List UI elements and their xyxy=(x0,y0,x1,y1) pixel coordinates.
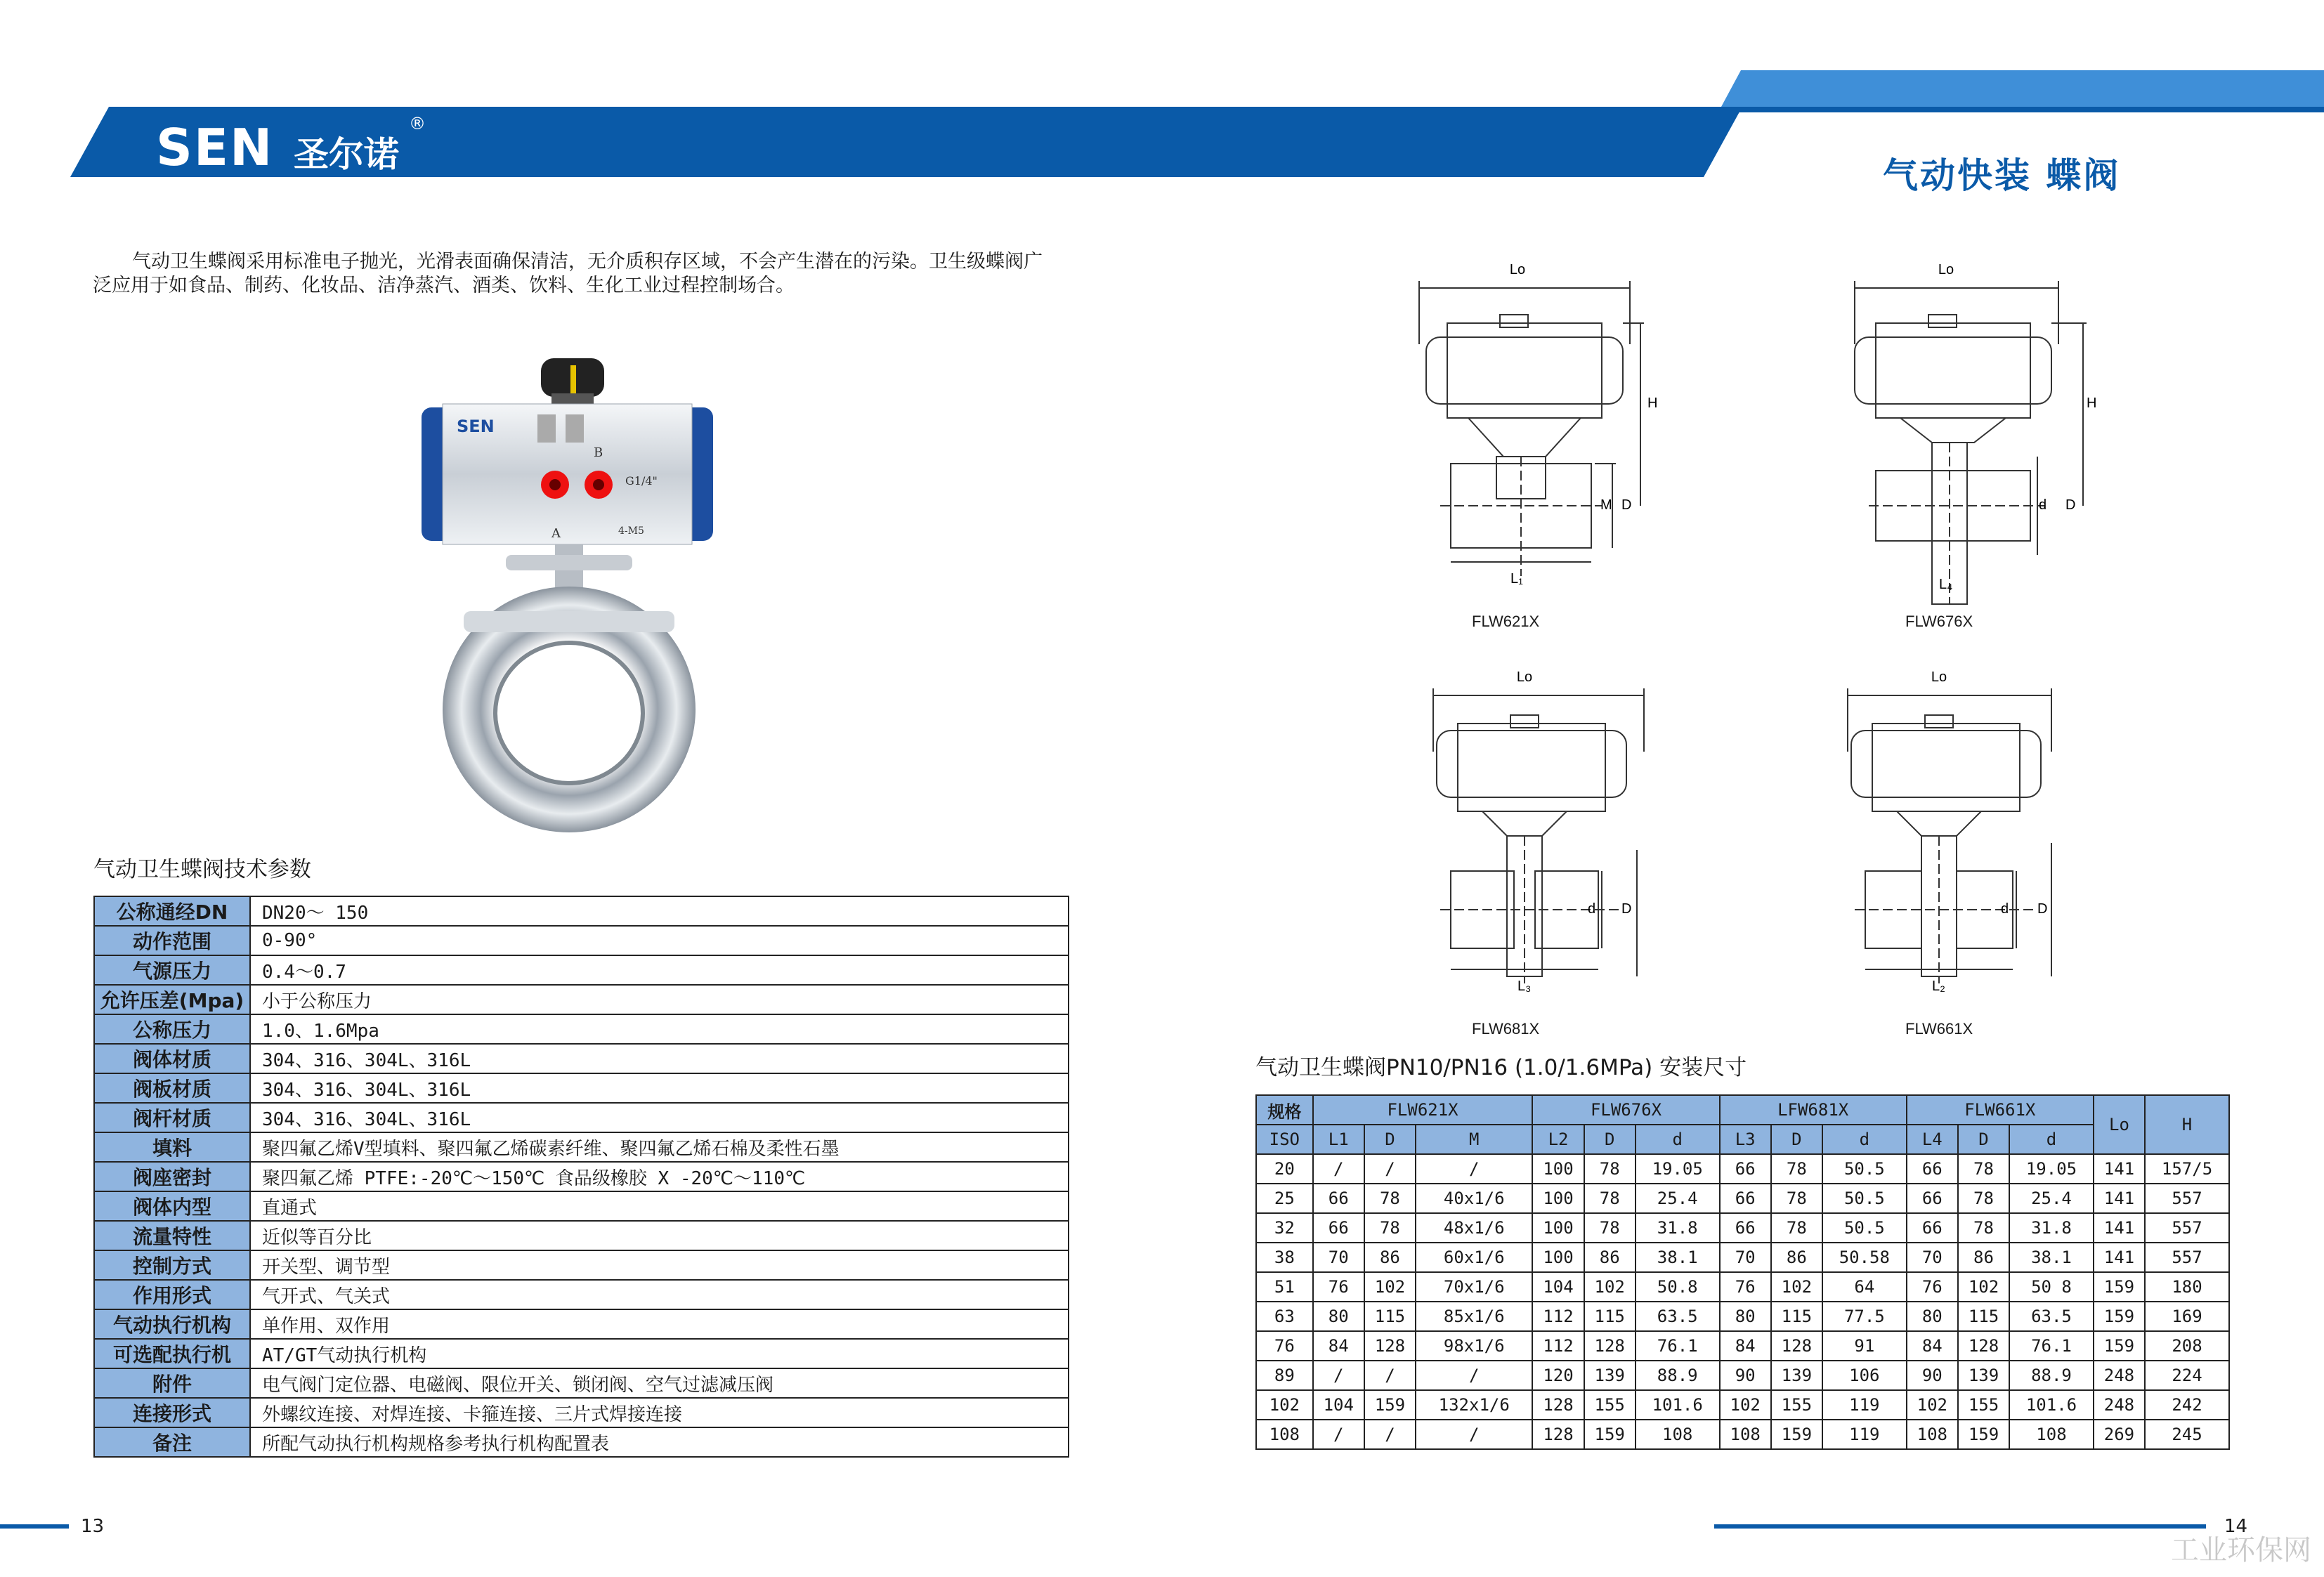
table-cell: 38.1 xyxy=(1636,1243,1720,1272)
table-cell: 78 xyxy=(1584,1154,1636,1184)
table-cell: / xyxy=(1416,1361,1532,1390)
svg-text:L₃: L₃ xyxy=(1517,979,1532,994)
spec-value: 小于公称压力 xyxy=(250,985,1069,1014)
table-cell: 104 xyxy=(1313,1390,1364,1420)
table-cell: 86 xyxy=(1771,1243,1822,1272)
spec-value: 1.0、1.6Mpa xyxy=(250,1014,1069,1044)
table-cell: 139 xyxy=(1584,1361,1636,1390)
table-cell: 66 xyxy=(1907,1154,1958,1184)
svg-text:D: D xyxy=(1621,901,1632,917)
table-cell: 50.5 xyxy=(1822,1184,1907,1213)
table-cell: 112 xyxy=(1532,1331,1584,1361)
drawing-flw661x xyxy=(1834,660,2101,1012)
dims-header-col: L2 xyxy=(1532,1125,1584,1154)
table-cell: 180 xyxy=(2145,1272,2229,1302)
table-cell: 78 xyxy=(1771,1184,1822,1213)
dims-header-group: FLW661X xyxy=(1907,1095,2094,1125)
table-row xyxy=(1256,1420,2229,1449)
spec-value: DN20～ 150 xyxy=(250,896,1069,926)
table-cell: 159 xyxy=(1958,1420,2009,1449)
svg-text:B: B xyxy=(594,445,603,460)
table-cell: 141 xyxy=(2094,1184,2145,1213)
dims-header-h: H xyxy=(2145,1095,2229,1154)
table-cell: 248 xyxy=(2094,1361,2145,1390)
table-cell: 119 xyxy=(1822,1390,1907,1420)
table-cell: 120 xyxy=(1532,1361,1584,1390)
svg-text:A: A xyxy=(551,526,561,541)
svg-text:D: D xyxy=(2037,901,2048,917)
table-cell: 84 xyxy=(1720,1331,1771,1361)
table-cell: 159 xyxy=(2094,1331,2145,1361)
table-cell: / xyxy=(1364,1154,1416,1184)
footer-line-left xyxy=(0,1524,69,1529)
table-cell: 108 xyxy=(1636,1420,1720,1449)
table-row xyxy=(1256,1361,2229,1390)
table-cell: 70 xyxy=(1313,1243,1364,1272)
table-cell: 31.8 xyxy=(2009,1213,2094,1243)
drawing-flw681x xyxy=(1412,660,1679,1012)
table-cell: 128 xyxy=(1958,1331,2009,1361)
spec-value: 开关型、调节型 xyxy=(250,1250,1069,1280)
spec-key: 填料 xyxy=(94,1132,250,1162)
table-cell: 85x1/6 xyxy=(1416,1302,1532,1331)
table-cell: 128 xyxy=(1532,1390,1584,1420)
spec-row xyxy=(94,1368,1069,1398)
table-cell: 100 xyxy=(1532,1184,1584,1213)
table-cell: 80 xyxy=(1313,1302,1364,1331)
table-cell: / xyxy=(1364,1361,1416,1390)
spec-table xyxy=(93,896,1069,1458)
svg-text:L₁: L₁ xyxy=(1510,571,1523,587)
table-cell: 76 xyxy=(1313,1272,1364,1302)
svg-text:D: D xyxy=(1621,497,1632,513)
spec-value: 聚四氟乙烯V型填料、聚四氟乙烯碳素纤维、聚四氟乙烯石棉及柔性石墨 xyxy=(250,1132,1069,1162)
spec-value: 0-90° xyxy=(250,926,1069,955)
table-cell: 108 xyxy=(1720,1420,1771,1449)
svg-text:4-M5: 4-M5 xyxy=(618,525,644,537)
table-cell: 208 xyxy=(2145,1331,2229,1361)
table-cell: 101.6 xyxy=(1636,1390,1720,1420)
dims-header-col: L1 xyxy=(1313,1125,1364,1154)
spec-key: 备注 xyxy=(94,1427,250,1457)
table-cell: 66 xyxy=(1907,1184,1958,1213)
table-cell: 128 xyxy=(1584,1331,1636,1361)
table-cell: 139 xyxy=(1958,1361,2009,1390)
table-cell: 557 xyxy=(2145,1213,2229,1243)
table-cell: 159 xyxy=(2094,1272,2145,1302)
spec-value: 外螺纹连接、对焊连接、卡箍连接、三片式焊接连接 xyxy=(250,1398,1069,1427)
actuator-badge: SEN xyxy=(457,417,495,436)
table-cell: 269 xyxy=(2094,1420,2145,1449)
spec-row xyxy=(94,1339,1069,1368)
brand-logo-cn: 圣尔诺 xyxy=(294,134,399,175)
spec-key: 阀板材质 xyxy=(94,1073,250,1103)
table-cell: 80 xyxy=(1720,1302,1771,1331)
table-cell: 66 xyxy=(1720,1184,1771,1213)
table-cell: 78 xyxy=(1771,1213,1822,1243)
intro-paragraph: 气动卫生蝶阀采用标准电子抛光，光滑表面确保清洁，无介质积存区域，不会产生潜在的污染。卫生级蝶阀广 泛应用于如食品、制药、化妆品、洁净蒸汽、酒类、饮料、生化工业过程控制场合。 xyxy=(93,251,1043,296)
table-cell: 78 xyxy=(1771,1154,1822,1184)
table-cell: 50.5 xyxy=(1822,1213,1907,1243)
spec-row xyxy=(94,1191,1069,1221)
table-cell: 76 xyxy=(1720,1272,1771,1302)
table-cell: 102 xyxy=(1958,1272,2009,1302)
header-band-right xyxy=(1707,107,2324,112)
spec-key: 动作范围 xyxy=(94,926,250,955)
table-row xyxy=(1256,1302,2229,1331)
table-cell: 76.1 xyxy=(1636,1331,1720,1361)
table-cell: 108 xyxy=(2009,1420,2094,1449)
table-cell: 128 xyxy=(1532,1420,1584,1449)
spec-value: 近似等百分比 xyxy=(250,1221,1069,1250)
table-row xyxy=(1256,1272,2229,1302)
table-cell: 159 xyxy=(1771,1420,1822,1449)
table-cell: 31.8 xyxy=(1636,1213,1720,1243)
dims-header-col: d xyxy=(2009,1125,2094,1154)
table-cell: 128 xyxy=(1771,1331,1822,1361)
table-cell: 106 xyxy=(1822,1361,1907,1390)
table-cell: 66 xyxy=(1720,1154,1771,1184)
table-cell: 557 xyxy=(2145,1184,2229,1213)
table-cell: 139 xyxy=(1771,1361,1822,1390)
spec-key: 允许压差(Mpa) xyxy=(94,985,250,1014)
table-cell: 78 xyxy=(1584,1213,1636,1243)
table-cell: 157/5 xyxy=(2145,1154,2229,1184)
table-cell: 20 xyxy=(1256,1154,1313,1184)
table-cell: 86 xyxy=(1364,1243,1416,1272)
spec-key: 附件 xyxy=(94,1368,250,1398)
table-cell: 88.9 xyxy=(1636,1361,1720,1390)
registered-mark: ® xyxy=(409,114,426,133)
table-cell: 108 xyxy=(1256,1420,1313,1449)
table-cell: / xyxy=(1416,1154,1532,1184)
dims-header-col: M xyxy=(1416,1125,1532,1154)
svg-text:Lo: Lo xyxy=(1931,669,1947,685)
table-cell: 70 xyxy=(1720,1243,1771,1272)
spec-key: 公称压力 xyxy=(94,1014,250,1044)
dims-header-col: D xyxy=(1584,1125,1636,1154)
table-cell: 78 xyxy=(1584,1184,1636,1213)
dims-header-col: L3 xyxy=(1720,1125,1771,1154)
spec-value: AT/GT气动执行机构 xyxy=(250,1339,1069,1368)
table-cell: 84 xyxy=(1907,1331,1958,1361)
table-cell: 248 xyxy=(2094,1390,2145,1420)
table-cell: 115 xyxy=(1364,1302,1416,1331)
svg-text:Lo: Lo xyxy=(1516,669,1533,685)
table-cell: 169 xyxy=(2145,1302,2229,1331)
table-cell: 141 xyxy=(2094,1213,2145,1243)
drawing-label-flw681x: FLW681X xyxy=(1472,1020,1540,1038)
spec-row xyxy=(94,1073,1069,1103)
table-cell: 19.05 xyxy=(1636,1154,1720,1184)
table-cell: 100 xyxy=(1532,1154,1584,1184)
table-cell: 141 xyxy=(2094,1154,2145,1184)
spec-key: 阀体材质 xyxy=(94,1044,250,1073)
table-cell: 245 xyxy=(2145,1420,2229,1449)
spec-row xyxy=(94,1014,1069,1044)
svg-text:d: d xyxy=(2001,901,2009,917)
spec-row xyxy=(94,1221,1069,1250)
table-cell: 159 xyxy=(2094,1302,2145,1331)
spec-key: 阀杆材质 xyxy=(94,1103,250,1132)
spec-row xyxy=(94,1044,1069,1073)
table-cell: 64 xyxy=(1822,1272,1907,1302)
dims-header-col: d xyxy=(1822,1125,1907,1154)
table-cell: 155 xyxy=(1584,1390,1636,1420)
spec-value: 304、316、304L、316L xyxy=(250,1103,1069,1132)
svg-text:Lo: Lo xyxy=(1509,262,1526,277)
page-number-right: 14 xyxy=(2224,1516,2248,1537)
table-cell: 50.58 xyxy=(1822,1243,1907,1272)
svg-text:d: d xyxy=(2039,497,2047,513)
spec-key: 可选配执行机 xyxy=(94,1339,250,1368)
spec-key: 公称通经DN xyxy=(94,896,250,926)
table-cell: / xyxy=(1416,1420,1532,1449)
table-cell: 115 xyxy=(1958,1302,2009,1331)
table-cell: 78 xyxy=(1364,1213,1416,1243)
spec-key: 流量特性 xyxy=(94,1221,250,1250)
table-cell: 40x1/6 xyxy=(1416,1184,1532,1213)
svg-text:L₂: L₂ xyxy=(1932,979,1945,994)
table-cell: 38 xyxy=(1256,1243,1313,1272)
spec-key: 控制方式 xyxy=(94,1250,250,1280)
table-cell: 66 xyxy=(1313,1213,1364,1243)
table-cell: 78 xyxy=(1958,1213,2009,1243)
table-cell: 51 xyxy=(1256,1272,1313,1302)
svg-text:D: D xyxy=(2065,497,2076,513)
spec-row xyxy=(94,1162,1069,1191)
spec-value: 气开式、气关式 xyxy=(250,1280,1069,1309)
spec-row xyxy=(94,1103,1069,1132)
table-row xyxy=(1256,1213,2229,1243)
table-cell: 100 xyxy=(1532,1213,1584,1243)
spec-row xyxy=(94,926,1069,955)
table-cell: 19.05 xyxy=(2009,1154,2094,1184)
table-cell: 32 xyxy=(1256,1213,1313,1243)
spec-value: 电气阀门定位器、电磁阀、限位开关、锁闭阀、空气过滤减压阀 xyxy=(250,1368,1069,1398)
table-cell: 242 xyxy=(2145,1390,2229,1420)
brand-logo: SEN xyxy=(156,118,274,177)
drawing-label-flw621x: FLW621X xyxy=(1472,613,1540,630)
spec-key: 气源压力 xyxy=(94,955,250,985)
table-cell: 102 xyxy=(1907,1390,1958,1420)
table-cell: 102 xyxy=(1771,1272,1822,1302)
table-cell: 38.1 xyxy=(2009,1243,2094,1272)
spec-value: 304、316、304L、316L xyxy=(250,1073,1069,1103)
table-cell: 102 xyxy=(1364,1272,1416,1302)
drawing-label-flw661x: FLW661X xyxy=(1905,1020,1973,1038)
spec-key: 气动执行机构 xyxy=(94,1309,250,1339)
spec-row xyxy=(94,896,1069,926)
table-cell: 77.5 xyxy=(1822,1302,1907,1331)
table-cell: 25.4 xyxy=(2009,1184,2094,1213)
table-cell: 63.5 xyxy=(2009,1302,2094,1331)
dims-table-title: 气动卫生蝶阀PN10/PN16 (1.0/1.6MPa) 安装尺寸 xyxy=(1255,1055,1747,1080)
table-cell: 91 xyxy=(1822,1331,1907,1361)
table-cell: 70 xyxy=(1907,1243,1958,1272)
table-cell: 86 xyxy=(1584,1243,1636,1272)
table-cell: 50 8 xyxy=(2009,1272,2094,1302)
spec-key: 阀座密封 xyxy=(94,1162,250,1191)
table-cell: 100 xyxy=(1532,1243,1584,1272)
table-cell: 89 xyxy=(1256,1361,1313,1390)
table-cell: 63.5 xyxy=(1636,1302,1720,1331)
table-cell: 88.9 xyxy=(2009,1361,2094,1390)
spec-row xyxy=(94,1250,1069,1280)
table-cell: 78 xyxy=(1958,1154,2009,1184)
table-cell: 25.4 xyxy=(1636,1184,1720,1213)
table-cell: 90 xyxy=(1720,1361,1771,1390)
table-cell: 102 xyxy=(1584,1272,1636,1302)
dims-header-group: FLW676X xyxy=(1532,1095,1719,1125)
page-number-left: 13 xyxy=(81,1516,105,1537)
table-cell: 50.8 xyxy=(1636,1272,1720,1302)
table-cell: 66 xyxy=(1313,1184,1364,1213)
spec-key: 连接形式 xyxy=(94,1398,250,1427)
dims-header-col: D xyxy=(1364,1125,1416,1154)
table-cell: 50.5 xyxy=(1822,1154,1907,1184)
table-cell: 98x1/6 xyxy=(1416,1331,1532,1361)
table-cell: 48x1/6 xyxy=(1416,1213,1532,1243)
table-cell: 115 xyxy=(1771,1302,1822,1331)
table-cell: 155 xyxy=(1958,1390,2009,1420)
svg-text:Lo: Lo xyxy=(1938,262,1954,277)
table-cell: / xyxy=(1313,1154,1364,1184)
spec-value: 单作用、双作用 xyxy=(250,1309,1069,1339)
product-photo xyxy=(414,344,780,850)
table-cell: 159 xyxy=(1364,1390,1416,1420)
spec-row xyxy=(94,1398,1069,1427)
spec-value: 直通式 xyxy=(250,1191,1069,1221)
spec-row xyxy=(94,1132,1069,1162)
table-cell: 104 xyxy=(1532,1272,1584,1302)
table-cell: 66 xyxy=(1907,1213,1958,1243)
svg-text:H: H xyxy=(2087,395,2097,411)
table-cell: 70x1/6 xyxy=(1416,1272,1532,1302)
table-cell: 112 xyxy=(1532,1302,1584,1331)
table-cell: 66 xyxy=(1720,1213,1771,1243)
watermark: 工业环保网 xyxy=(2171,1534,2311,1566)
spec-table-title: 气动卫生蝶阀技术参数 xyxy=(93,857,311,882)
drawing-flw621x xyxy=(1398,253,1665,632)
table-cell: 63 xyxy=(1256,1302,1313,1331)
table-row xyxy=(1256,1390,2229,1420)
svg-text:M: M xyxy=(1600,497,1612,513)
table-cell: 102 xyxy=(1256,1390,1313,1420)
dims-header-col: L4 xyxy=(1907,1125,1958,1154)
dims-table xyxy=(1255,1094,2230,1450)
table-cell: / xyxy=(1313,1361,1364,1390)
table-cell: 80 xyxy=(1907,1302,1958,1331)
table-cell: 557 xyxy=(2145,1243,2229,1272)
table-cell: 132x1/6 xyxy=(1416,1390,1532,1420)
drawing-flw676x xyxy=(1834,253,2101,632)
dims-header-group: LFW681X xyxy=(1720,1095,1907,1125)
spec-value: 304、316、304L、316L xyxy=(250,1044,1069,1073)
table-cell: 86 xyxy=(1958,1243,2009,1272)
table-cell: 155 xyxy=(1771,1390,1822,1420)
spec-row xyxy=(94,985,1069,1014)
spec-value: 所配气动执行机构规格参考执行机构配置表 xyxy=(250,1427,1069,1457)
spec-key: 阀体内型 xyxy=(94,1191,250,1221)
spec-value: 0.4～0.7 xyxy=(250,955,1069,985)
table-cell: 119 xyxy=(1822,1420,1907,1449)
table-cell: 90 xyxy=(1907,1361,1958,1390)
table-row xyxy=(1256,1243,2229,1272)
table-row xyxy=(1256,1331,2229,1361)
table-cell: 108 xyxy=(1907,1420,1958,1449)
dims-header-group: FLW621X xyxy=(1313,1095,1533,1125)
spec-row xyxy=(94,1280,1069,1309)
spec-row xyxy=(94,955,1069,985)
table-cell: 101.6 xyxy=(2009,1390,2094,1420)
dims-header-col: D xyxy=(1771,1125,1822,1154)
svg-text:d: d xyxy=(1588,901,1596,917)
svg-text:G1/4": G1/4" xyxy=(625,474,658,488)
table-cell: 141 xyxy=(2094,1243,2145,1272)
table-cell: 78 xyxy=(1958,1184,2009,1213)
spec-row xyxy=(94,1309,1069,1339)
dims-header-col: D xyxy=(1958,1125,2009,1154)
dims-header-iso: ISO xyxy=(1256,1125,1313,1154)
table-cell: / xyxy=(1313,1420,1364,1449)
table-cell: 78 xyxy=(1364,1184,1416,1213)
drawing-label-flw676x: FLW676X xyxy=(1905,613,1973,630)
footer-line-right xyxy=(1714,1524,2206,1529)
table-cell: 128 xyxy=(1364,1331,1416,1361)
table-cell: 76 xyxy=(1907,1272,1958,1302)
table-cell: 224 xyxy=(2145,1361,2229,1390)
spec-value: 聚四氟乙烯 PTFE:-20℃～150℃ 食品级橡胶 X -20℃～110℃ xyxy=(250,1162,1069,1191)
table-row xyxy=(1256,1154,2229,1184)
spec-row xyxy=(94,1427,1069,1457)
table-cell: 76 xyxy=(1256,1331,1313,1361)
svg-text:L₄: L₄ xyxy=(1939,577,1953,592)
table-cell: 84 xyxy=(1313,1331,1364,1361)
header-accent-band xyxy=(1721,70,2324,107)
table-row xyxy=(1256,1184,2229,1213)
dims-header-lo: Lo xyxy=(2094,1095,2145,1154)
table-cell: 102 xyxy=(1720,1390,1771,1420)
page-title: 气动快装 蝶阀 xyxy=(1883,155,2121,196)
table-cell: 159 xyxy=(1584,1420,1636,1449)
table-cell: 60x1/6 xyxy=(1416,1243,1532,1272)
table-cell: 76.1 xyxy=(2009,1331,2094,1361)
dims-header-col: d xyxy=(1636,1125,1720,1154)
table-cell: / xyxy=(1364,1420,1416,1449)
dims-header-spec: 规格 xyxy=(1256,1095,1313,1125)
svg-text:H: H xyxy=(1647,395,1658,411)
table-cell: 115 xyxy=(1584,1302,1636,1331)
spec-key: 作用形式 xyxy=(94,1280,250,1309)
table-cell: 25 xyxy=(1256,1184,1313,1213)
